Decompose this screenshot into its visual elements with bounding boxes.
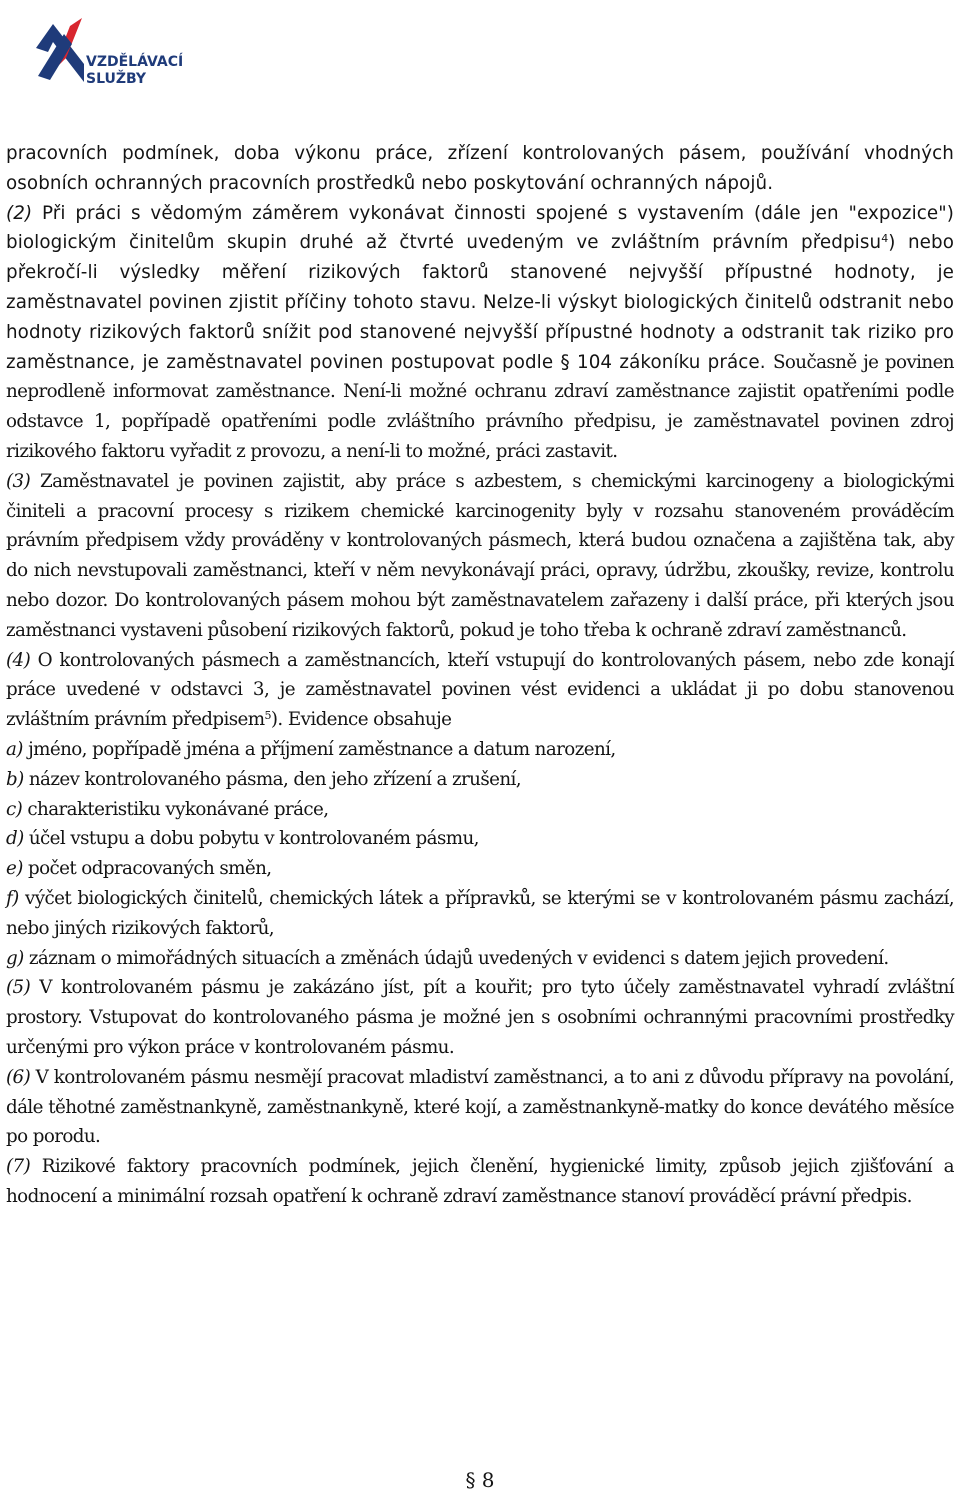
logo-line1: VZDĚLÁVACÍ bbox=[86, 54, 184, 70]
paragraph-6 bbox=[6, 1063, 954, 1152]
list-text: počet odpracovaných směn, bbox=[27, 858, 272, 880]
paragraph-text: O kontrolovaných pásmech a zaměstnancích, kteří vstupují do kontrolovaných pásem, nebo zde konají práce uvedené v odstavci 3, je zaměstnavatel povinen vést evidenci a ukládat ji po dobu stanovenou zvláštním právním předpisem bbox=[6, 649, 954, 731]
list-label: c) bbox=[6, 798, 23, 820]
paragraph-number: (7) bbox=[6, 1156, 31, 1178]
list-item bbox=[6, 795, 954, 825]
logo-mark bbox=[36, 14, 186, 94]
list-item bbox=[6, 884, 954, 944]
list-item bbox=[6, 824, 954, 854]
logo-line2: SLUŽBY bbox=[86, 71, 147, 87]
paragraph-1 bbox=[6, 139, 954, 199]
list-item bbox=[6, 735, 954, 765]
paragraph-text: ) nebo překročí-li výsledky měření rizikových faktorů stanovené nejvyšší přípustné hodnoty, je zaměstnavatel povinen zjistit příčiny tohoto stavu. Nelze-li výskyt biologických činitelů odstranit nebo hodnoty rizikových faktorů snížit pod stanovené nejvyšší přípustné hodnoty a odstranit tak riziko pro zaměstnance, je zaměstnavatel povinen postupovat podle bbox=[6, 232, 954, 373]
page-footer: § 8 bbox=[465, 1468, 495, 1492]
paragraph-text: Zaměstnavatel je povinen zajistit, aby práce s azbestem, s chemickými karcinogeny a biologickými činiteli a pracovní procesy s rizikem chemické karcinogenity byly v rozsahu stanoveném prováděcím právním předpisem vždy prováděny v kontrolovaných pásmech, která budou označena a zajištěna tak, aby do nich nevstupovali zaměstnanci, kteří v něm nevykonávají práci, opravy, údržbu, zkoušky, revize, kontrolu nebo dozor. Do kontrolovaných pásem mohou být zaměstnavatelem zařazeny i další práce, při kterých jsou zaměstnanci vystaveni působení rizikových faktorů, pokud je toho třeba k ochraně zdraví zaměstnanců. bbox=[6, 470, 955, 641]
list-label: g) bbox=[6, 947, 24, 969]
paragraph-text: pracovních podmínek, doba výkonu práce, zřízení kontrolovaných pásem, používání vhodných osobních ochranných pracovních prostředků nebo poskytování ochranných nápojů. bbox=[6, 143, 954, 194]
list-text: záznam o mimořádných situacích a změnách údajů uvedených v evidenci s datem jejich provedení. bbox=[28, 947, 889, 969]
list-item bbox=[6, 854, 954, 884]
paragraph-number: (4) bbox=[6, 649, 31, 671]
list-label: f) bbox=[6, 887, 19, 909]
paragraph-5 bbox=[6, 973, 954, 1062]
list-text: výčet biologických činitelů, chemických látek a přípravků, se kterými se v kontrolovaném pásmu zachází, nebo jiných rizikových faktorů, bbox=[6, 887, 954, 939]
vzdelavaci-sluzby-logo bbox=[36, 14, 186, 94]
list-text: jméno, popřípadě jména a příjmení zaměstnance a datum narození, bbox=[28, 738, 616, 760]
list-text: název kontrolovaného pásma, den jeho zřízení a zrušení, bbox=[28, 768, 521, 790]
list-item bbox=[6, 765, 954, 795]
footnote-ref: 4 bbox=[881, 232, 889, 246]
paragraph-text: Při práci s vědomým záměrem vykonávat činnosti spojené s vystavením (dále jen "expozice") biologickým činitelům skupin druhé až čtvrté uvedeným ve zvláštním právním předpisu bbox=[6, 202, 955, 254]
paragraph-text: V kontrolovaném pásmu je zakázáno jíst, pít a kouřit; pro tyto účely zaměstnavatel vyhradí zvláštní prostory. Vstupovat do kontrolovaného pásma je možné jen s osobními ochrannými pracovními prostředky určenými pro výkon práce v kontrolovaném pásmu. bbox=[6, 977, 954, 1058]
list-label: a) bbox=[6, 738, 23, 760]
list-text: charakteristiku vykonávané práce, bbox=[27, 798, 329, 820]
list-label: b) bbox=[6, 768, 24, 790]
paragraph-3 bbox=[6, 467, 954, 646]
paragraph-number: (2) bbox=[6, 202, 33, 224]
paragraph-text: Rizikové faktory pracovních podmínek, jejich členění, hygienické limity, způsob jejich zjišťování a hodnocení a minimální rozsah opatření k ochraně zdraví zaměstnance stanoví prováděcí právní předpis. bbox=[6, 1156, 954, 1207]
paragraph-number: (5) bbox=[6, 977, 31, 999]
paragraph-text: ). Evidence obsahuje bbox=[270, 709, 452, 731]
list-item bbox=[6, 944, 954, 974]
paragraph-4 bbox=[6, 646, 954, 735]
section-sign: § bbox=[560, 351, 570, 373]
list-label: e) bbox=[6, 858, 23, 880]
footnote-ref: 5 bbox=[264, 709, 271, 723]
paragraph-7 bbox=[6, 1152, 954, 1212]
list-label: d) bbox=[6, 828, 24, 850]
paragraph-text: Současně je povinen neprodleně informovat zaměstnance. Není-li možné ochranu zdraví zaměstnance zajistit opatřeními podle odstavce 1, popřípadě opatřeními podle zvláštního právního předpisu, je zaměstnavatel povinen zdroj rizikového faktoru vyřadit z provozu, a není-li to možné, práci zastavit. bbox=[6, 351, 954, 462]
paragraph-number: (6) bbox=[6, 1066, 31, 1088]
paragraph-text: V kontrolovaném pásmu nesmějí pracovat mladiství zaměstnanci, a to ani z důvodu přípravy na povolání, dále těhotné zaměstnankyně, zaměstnankyně, které kojí, a zaměstnankyně-matky do konce devátého měsíce po porodu. bbox=[6, 1066, 954, 1148]
document-body bbox=[6, 139, 954, 1212]
paragraph-text: 104 zákoníku práce. bbox=[576, 351, 766, 373]
paragraph-2 bbox=[6, 199, 954, 467]
list-text: účel vstupu a dobu pobytu v kontrolovaném pásmu, bbox=[28, 828, 479, 850]
paragraph-number: (3) bbox=[6, 470, 31, 492]
